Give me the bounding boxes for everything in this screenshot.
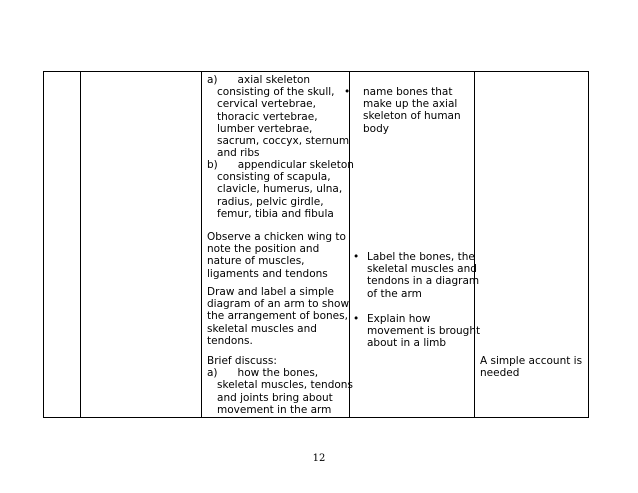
- objective-label-bones: [353, 251, 480, 301]
- bullet-icon: •: [353, 313, 360, 325]
- draw-diagram-text: Draw and label a simple diagram of an arm to show the arrangement of bones, skeletal muscles and tendons.: [207, 286, 350, 347]
- column-divider-1: [80, 72, 81, 417]
- page-number: 12: [312, 453, 326, 464]
- column-divider-2: [201, 72, 202, 417]
- axial-skeleton-text: a) axial skeleton consisting of the skull, cervical vertebrae, thoracic vertebrae, lumber vertebrae, sacrum, coccyx, sternum and ribs: [207, 74, 350, 160]
- objective-name-bones: [344, 86, 469, 136]
- remark-simple-account: A simple account is needed: [480, 355, 583, 380]
- objective-text: Explain how movement is brought about in a limb: [367, 313, 481, 350]
- syllabus-table: [43, 71, 589, 418]
- observe-chicken-wing-text: Observe a chicken wing to note the position and nature of muscles, ligaments and tendons: [207, 231, 346, 280]
- column-divider-4: [474, 72, 475, 417]
- bullet-icon: •: [353, 251, 360, 263]
- objective-text: name bones that make up the axial skeleton of human body: [363, 86, 461, 135]
- appendicular-skeleton-text: b) appendicular skeleton consisting of scapula, clavicle, humerus, ulna, radius, pelvic girdle, femur, tibia and fibula: [207, 159, 354, 220]
- objective-text: Label the bones, the skeletal muscles and tendons in a diagram of the arm: [367, 251, 480, 300]
- brief-discuss-text: Brief discuss: a) how the bones, skeletal muscles, tendons and joints bring about movement in the arm: [207, 355, 353, 416]
- bullet-icon: •: [344, 86, 351, 98]
- objective-explain-movement: [353, 313, 481, 351]
